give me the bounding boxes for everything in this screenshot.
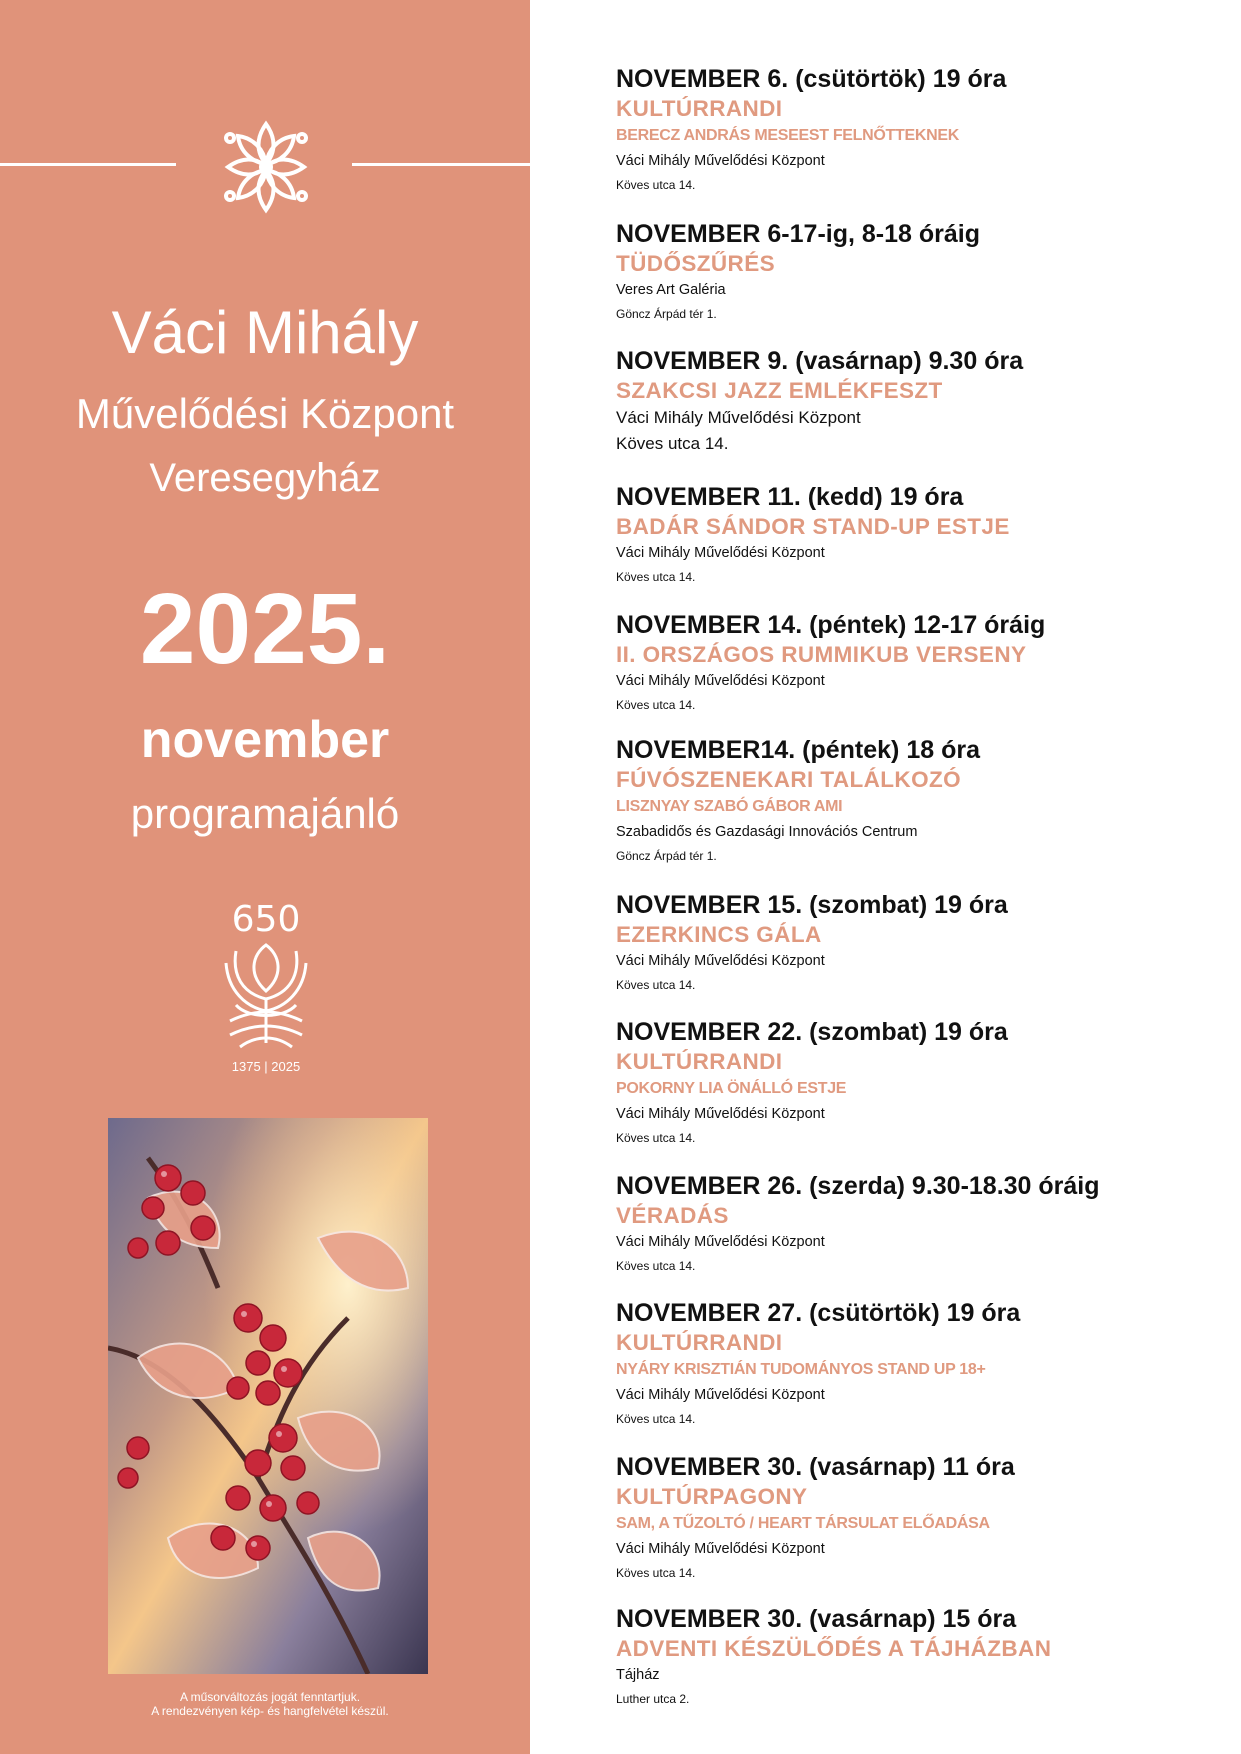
event-title: TÜDŐSZŰRÉS	[616, 251, 776, 276]
event-date: NOVEMBER 27. (csütörtök) 19 óra	[616, 1299, 1021, 1327]
event-venue: Váci Mihály Művelődési Központ	[616, 953, 825, 969]
event-title: KULTÚRRANDI	[616, 96, 783, 121]
anniversary-logo-icon	[220, 895, 312, 1075]
event-address: Göncz Árpád tér 1.	[616, 307, 717, 321]
month-heading: november	[140, 711, 390, 769]
notice-line-1: A műsorváltozás jogát fenntartjuk.	[179, 1690, 361, 1704]
flower-ornament-icon	[220, 118, 312, 216]
anniversary-number: 650	[231, 899, 301, 940]
event-item	[616, 1452, 1216, 1585]
event-item	[616, 346, 1216, 457]
event-title: ADVENTI KÉSZÜLŐDÉS A TÁJHÁZBAN	[616, 1636, 1052, 1661]
event-title: EZERKINCS GÁLA	[616, 922, 822, 947]
event-venue: Tájház	[616, 1667, 660, 1683]
event-venue: Szabadidős és Gazdasági Innovációs Centrum	[616, 824, 918, 840]
town-name: Veresegyház	[149, 456, 381, 500]
event-title: VÉRADÁS	[616, 1203, 729, 1228]
event-date: NOVEMBER 22. (szombat) 19 óra	[616, 1018, 1008, 1046]
event-title: BADÁR SÁNDOR STAND-UP ESTJE	[616, 514, 1010, 539]
event-address: Köves utca 14.	[616, 178, 696, 192]
event-venue: Veres Art Galéria	[616, 282, 726, 298]
event-item	[616, 890, 1216, 997]
year-heading: 2025.	[139, 573, 391, 685]
event-date: NOVEMBER 14. (péntek) 12-17 óráig	[616, 611, 1046, 639]
event-venue: Váci Mihály Művelődési Központ	[616, 153, 825, 169]
event-item	[616, 1604, 1216, 1711]
event-address: Köves utca 14.	[616, 1259, 696, 1273]
event-title: SZAKCSI JAZZ EMLÉKFESZT	[616, 378, 943, 403]
institution-name: Váci Mihály	[111, 299, 419, 366]
event-item	[616, 219, 1216, 326]
frosted-berries-photo	[108, 1118, 428, 1674]
event-address: Köves utca 14.	[616, 1131, 696, 1145]
event-venue: Váci Mihály Művelődési Központ	[616, 673, 825, 689]
event-date: NOVEMBER 6. (csütörtök) 19 óra	[616, 65, 1007, 93]
anniversary-years: 1375 | 2025	[231, 1059, 301, 1074]
event-date: NOVEMBER 11. (kedd) 19 óra	[616, 483, 964, 511]
event-address: Luther utca 2.	[616, 1692, 690, 1706]
divider-line-right	[352, 163, 530, 166]
institution-subtitle: Művelődési Központ	[75, 390, 455, 437]
event-item	[616, 735, 1216, 868]
event-subtitle: BERECZ ANDRÁS MESEEST FELNŐTTEKNEK	[616, 127, 960, 144]
event-venue: Váci Mihály Művelődési Központ	[616, 1387, 825, 1403]
event-date: NOVEMBER 26. (szerda) 9.30-18.30 óráig	[616, 1172, 1100, 1200]
event-title: KULTÚRPAGONY	[616, 1484, 808, 1509]
event-item	[616, 1171, 1216, 1278]
event-date: NOVEMBER 30. (vasárnap) 15 óra	[616, 1605, 1017, 1633]
notice-line-2: A rendezvényen kép- és hangfelvétel készül.	[151, 1704, 389, 1718]
event-address: Köves utca 14.	[616, 434, 729, 453]
left-panel	[0, 0, 530, 1754]
event-venue: Váci Mihály Művelődési Központ	[616, 408, 861, 427]
event-subtitle: SAM, A TŰZOLTÓ / HEART TÁRSULAT ELŐADÁSA	[616, 1515, 990, 1532]
event-subtitle: POKORNY LIA ÖNÁLLÓ ESTJE	[616, 1080, 847, 1097]
event-subtitle: NYÁRY KRISZTIÁN TUDOMÁNYOS STAND UP 18+	[616, 1361, 986, 1378]
program-label: programajánló	[130, 790, 400, 837]
event-address: Köves utca 14.	[616, 978, 696, 992]
event-item	[616, 1017, 1216, 1150]
event-item	[616, 64, 1216, 197]
event-address: Köves utca 14.	[616, 698, 696, 712]
event-venue: Váci Mihály Művelődési Központ	[616, 1234, 825, 1250]
event-address: Köves utca 14.	[616, 1412, 696, 1426]
event-address: Göncz Árpád tér 1.	[616, 849, 717, 863]
event-date: NOVEMBER 30. (vasárnap) 11 óra	[616, 1453, 1015, 1481]
event-date: NOVEMBER 9. (vasárnap) 9.30 óra	[616, 347, 1024, 375]
event-title: KULTÚRRANDI	[616, 1330, 783, 1355]
event-date: NOVEMBER14. (péntek) 18 óra	[616, 736, 980, 764]
event-title: II. ORSZÁGOS RUMMIKUB VERSENY	[616, 642, 1027, 667]
event-item	[616, 1298, 1216, 1431]
event-item	[616, 482, 1216, 589]
event-address: Köves utca 14.	[616, 1566, 696, 1580]
event-date: NOVEMBER 6-17-ig, 8-18 óráig	[616, 220, 980, 248]
event-title: FÚVÓSZENEKARI TALÁLKOZÓ	[616, 767, 962, 792]
event-address: Köves utca 14.	[616, 570, 696, 584]
event-subtitle: LISZNYAY SZABÓ GÁBOR AMI	[616, 798, 843, 815]
event-venue: Váci Mihály Művelődési Központ	[616, 1106, 825, 1122]
notice	[0, 1690, 540, 1718]
divider-line-left	[0, 163, 176, 166]
event-title: KULTÚRRANDI	[616, 1049, 783, 1074]
event-item	[616, 610, 1216, 717]
event-venue: Váci Mihály Művelődési Központ	[616, 545, 825, 561]
event-venue: Váci Mihály Művelődési Központ	[616, 1541, 825, 1557]
event-date: NOVEMBER 15. (szombat) 19 óra	[616, 891, 1008, 919]
